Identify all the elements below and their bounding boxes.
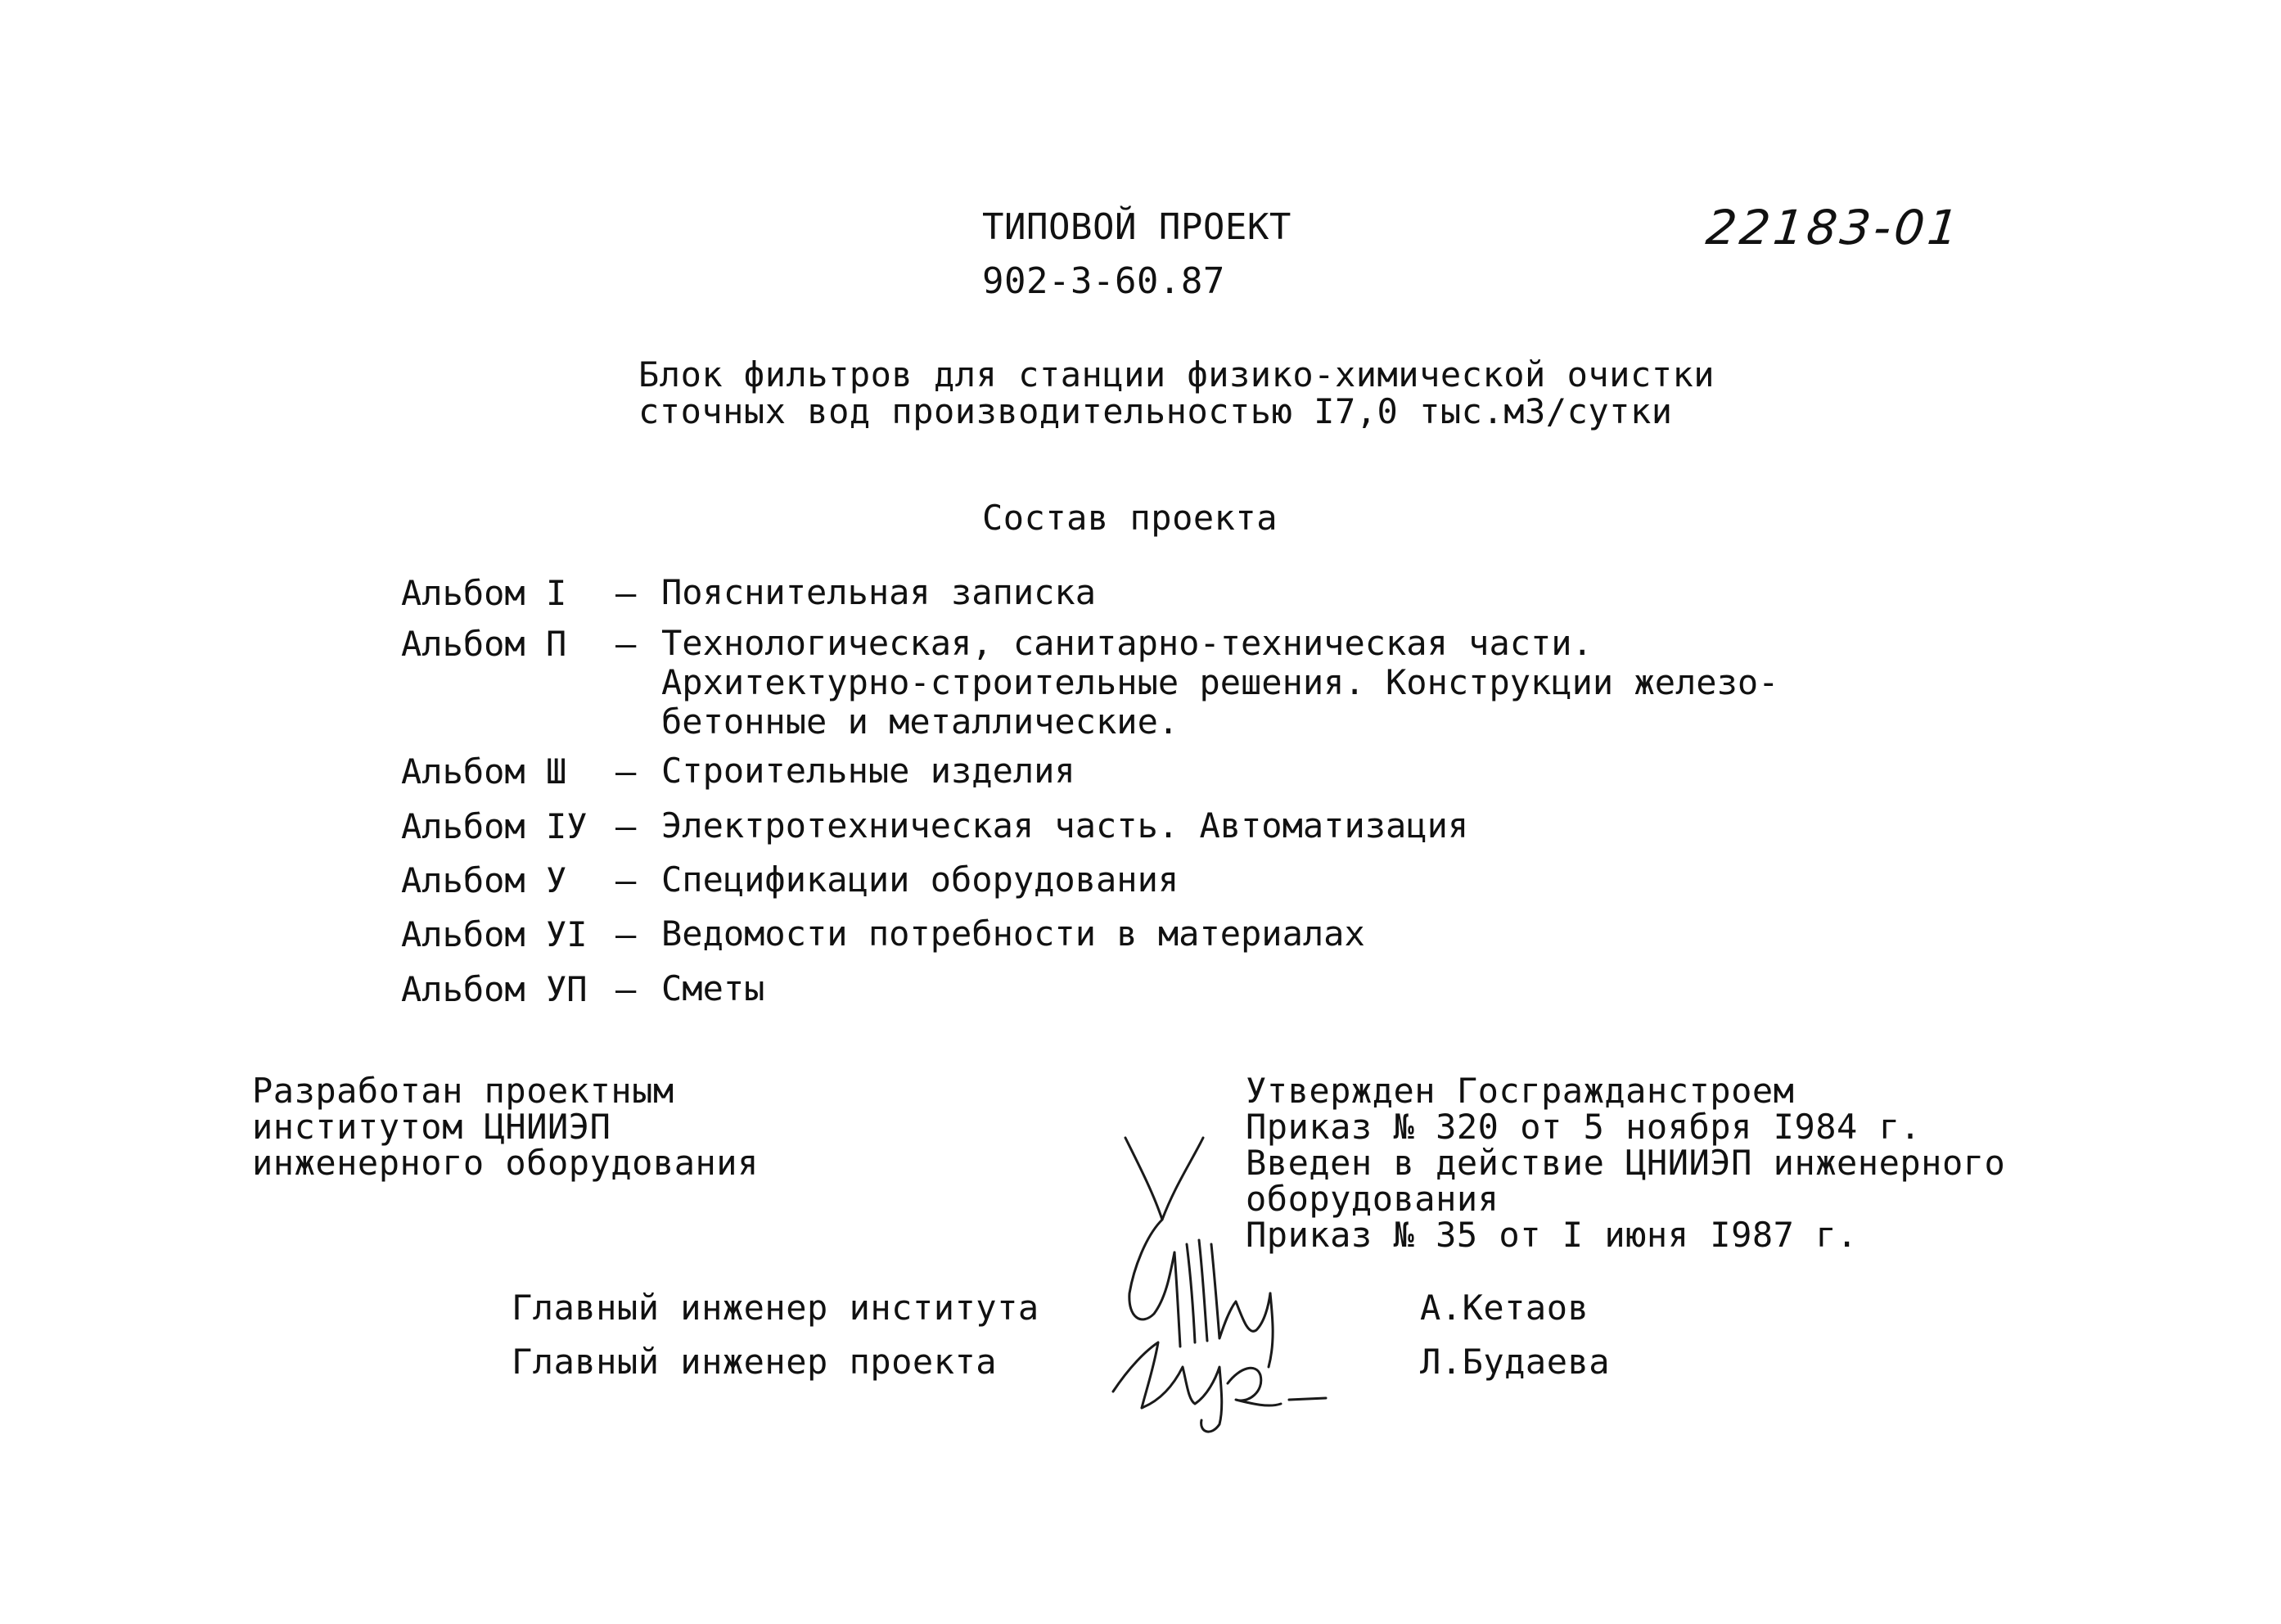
document-number: 22183-01 xyxy=(1703,200,1964,255)
approval-line-5: Приказ № 35 от I июня I987 г. xyxy=(1246,1215,1858,1255)
album-label: Альбом УП xyxy=(401,969,588,1009)
album-description: Сметы xyxy=(661,968,765,1008)
album-description: Спецификации оборудования xyxy=(661,859,1179,900)
album-dash: – xyxy=(615,751,637,792)
album-label: Альбом IУ xyxy=(401,806,588,846)
approval-line-1: Утвержден Госгражданстроем xyxy=(1246,1071,1795,1111)
developer-line-2: институтом ЦНИИЭП xyxy=(252,1107,611,1147)
description-line-2: сточных вод производительностью I7,0 тыс.м3/сутки xyxy=(638,391,1673,431)
album-dash: – xyxy=(615,624,637,664)
album-dash: – xyxy=(615,806,637,846)
document-type-title: ТИПОВОЙ ПРОЕКТ xyxy=(982,206,1292,248)
album-dash: – xyxy=(615,573,637,613)
signatory-name-2: Л.Будаева xyxy=(1420,1342,1611,1382)
album-description: Пояснительная записка xyxy=(661,572,1097,612)
album-description: Электротехническая часть. Автоматизация xyxy=(661,805,1469,846)
album-description: Строительные изделия xyxy=(661,751,1075,791)
signatory-role-1: Главный инженер института xyxy=(512,1288,1039,1328)
approval-line-4: оборудования xyxy=(1246,1179,1499,1219)
description-line-1: Блок фильтров для станции физико-химической очистки xyxy=(638,354,1715,395)
album-dash: – xyxy=(615,969,637,1009)
album-label: Альбом I xyxy=(401,573,567,613)
approval-line-3: Введен в действие ЦНИИЭП инженерного xyxy=(1246,1143,2006,1183)
approval-line-2: Приказ № 320 от 5 ноября I984 г. xyxy=(1246,1107,1922,1147)
signatory-name-1: А.Кетаов xyxy=(1420,1288,1589,1328)
album-label: Альбом УI xyxy=(401,914,588,954)
album-label: Альбом Ш xyxy=(401,751,567,792)
album-dash: – xyxy=(615,914,637,954)
album-description: Ведомости потребности в материалах xyxy=(661,914,1365,954)
developer-line-1: Разработан проектным xyxy=(252,1071,674,1111)
project-code: 902-3-60.87 xyxy=(982,260,1225,302)
album-dash: – xyxy=(615,860,637,900)
album-label: Альбом У xyxy=(401,860,567,900)
handwritten-signatures xyxy=(1097,1121,1350,1441)
signatory-role-2: Главный инженер проекта xyxy=(512,1342,998,1382)
composition-title: Состав проекта xyxy=(982,498,1278,538)
album-description: Технологическая, санитарно-техническая части. Архитектурно-строительные решения. Конструкции железо- бетонные и металлические. xyxy=(661,623,1779,742)
developer-line-3: инженерного оборудования xyxy=(252,1143,759,1183)
album-label: Альбом П xyxy=(401,624,567,664)
